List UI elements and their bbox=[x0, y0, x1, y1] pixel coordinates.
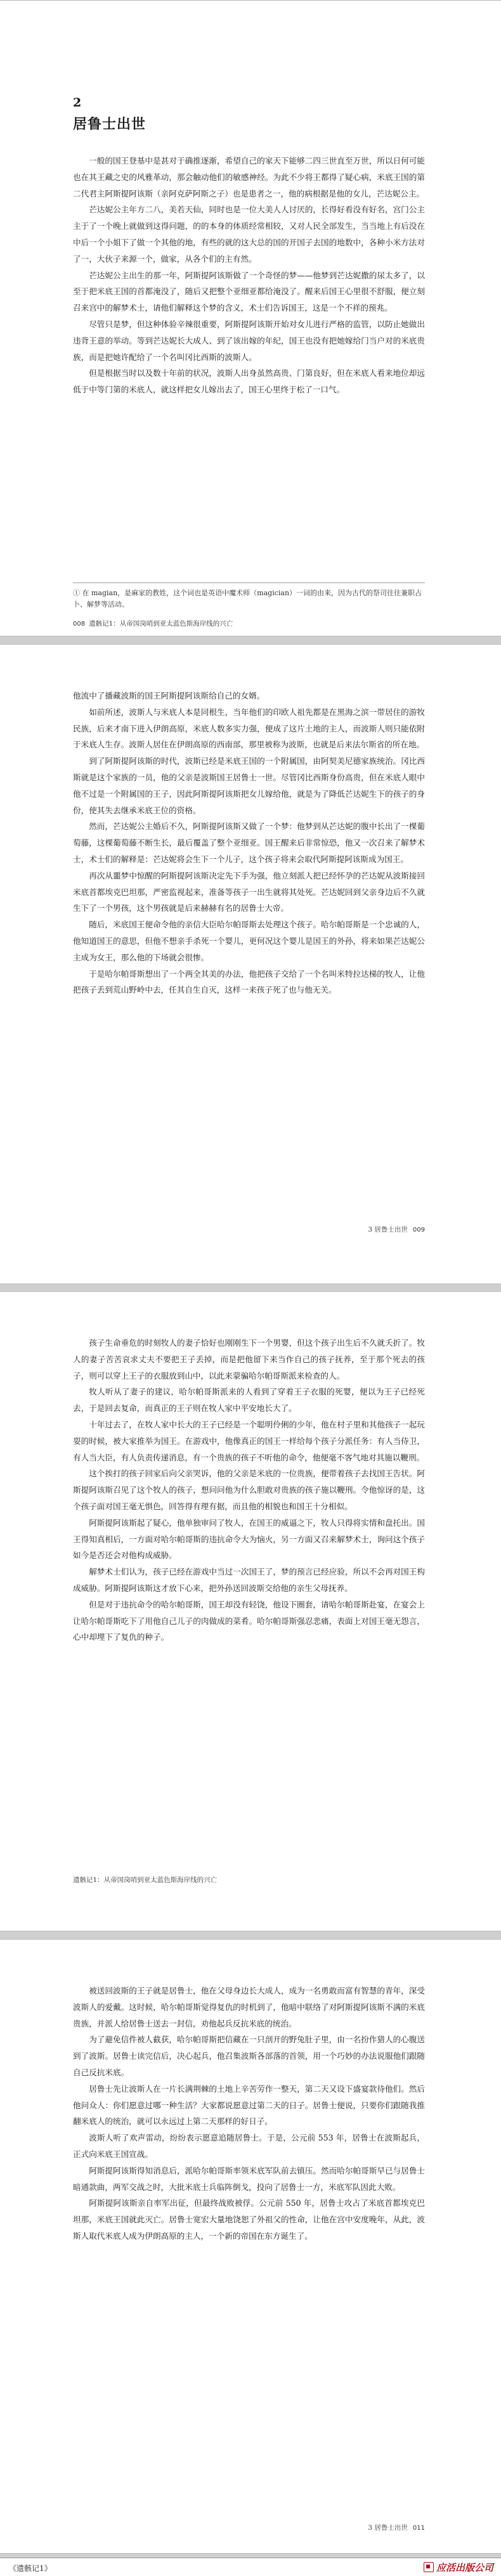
page-footer bbox=[73, 619, 233, 628]
paragraph: 为了避免信件被人截获，哈尔帕哥斯把信藏在一只剖开的野兔肚子里，由一名扮作猎人的心腹送到了波斯。居鲁士读完信后，决心起兵，他召集波斯各部落的首领，用一个巧妙的办法说服他们跟随自己反抗米底。 bbox=[73, 2035, 425, 2077]
publisher-seal-icon bbox=[424, 2562, 434, 2572]
page-footer bbox=[368, 1225, 425, 1234]
footnote: ① 在 magian，是麻家的教姓，这个词也是英语中魔术师（magician）一词的由来，因为古代的祭司往往兼职占卜、解梦等活动。 bbox=[73, 589, 422, 609]
page-number: 008 bbox=[73, 621, 86, 628]
paragraph: 于是哈尔帕哥斯想出了一个两全其美的办法，他把孩子交给了一个名叫米特拉达梯的牧人，让他把孩子丢到荒山野岭中去，任其自生自灭，这样一来孩子死了也与他无关。 bbox=[73, 969, 425, 995]
paragraph: 随后，米底国王便命令他的亲信大臣哈尔帕哥斯去处理这个孩子。哈尔帕哥斯是一个忠诚的人，他知道国王的意思，但他不想亲手杀死一个婴儿，更何况这个婴儿是国王的外孙，将来如果芒达妮公主成为女王，那么他的下场就会很惨。 bbox=[73, 920, 425, 962]
page-footer bbox=[73, 1875, 217, 1884]
paragraph: 居鲁士先让波斯人在一片长满荆棘的土地上辛苦劳作一整天，第二天又设下盛宴款待他们。然后他问众人：你们愿意过哪一种生活？大家都说愿意过第二天的日子。居鲁士便说，只要你们跟随我推翻米底人的统治，就可以永远过上第二天那样的好日子。 bbox=[73, 2083, 425, 2127]
paragraph: 这个挨打的孩子回家后向父亲哭诉，他的父亲是米底的一位贵族，便带着孩子去找国王告状。阿斯提阿该斯召见了这个牧人的孩子，想问问他为什么胆敢对贵族的孩子施以鞭刑。令他惊讶的是，这个孩子面对国王毫无惧色，回答得有理有据，而且他的相貌也和国王十分相似。 bbox=[73, 1469, 425, 1511]
book-page-2 bbox=[0, 644, 501, 1284]
chapter-number: 2 bbox=[73, 96, 82, 110]
book-page-3 bbox=[0, 1291, 501, 1931]
chapter-title: 居鲁士出世 bbox=[73, 116, 146, 132]
running-title: 3 居鲁士出世 bbox=[368, 2524, 408, 2532]
book-title[interactable]: 《遗骸记1》 bbox=[9, 2564, 52, 2573]
paragraph: 阿斯提阿该斯起了疑心，他单独审问了牧人，在国王的威逼之下，牧人只得将实情和盘托出。国王得知真相后，一方面对哈尔帕哥斯的违抗命令大为恼火，另一方面又召来解梦术士，询问这个孩子如今是否还会对他构成威胁。 bbox=[73, 1517, 425, 1561]
running-title: 3 居鲁士出世 bbox=[368, 1226, 408, 1233]
paragraph: 芒达妮公主出生的那一年，阿斯提阿该斯做了一个奇怪的梦——他梦到芒达妮撒的尿太多了，以至于把米底王国的首都淹没了，随后又把整个亚细亚都给淹没了。醒来后国王心里很不舒服，便立刻召来宫中的解梦术士，请他们解释这个梦的含义，术士们告诉国王，这是一个不祥的预兆。 bbox=[73, 270, 425, 313]
page-footer bbox=[368, 2523, 425, 2532]
publisher-name: 应活出版公司 bbox=[436, 2562, 493, 2573]
paragraph: 然而，芒达妮公主婚后不久，阿斯提阿该斯又做了一个梦：他梦到从芒达妮的腹中长出了一棵葡萄藤，这棵葡萄藤不断生长，最后覆盖了整个亚细亚。国王醒来后非常惊恐，他又一次召来了解梦术士，术士们的解释是：芒达妮将会生下一个儿子，这个孩子将来会取代阿斯提阿该斯成为国王。 bbox=[73, 821, 425, 864]
paragraph: 他流中了播藏波斯的国王阿斯提阿该斯给自己的女婿。 bbox=[73, 691, 265, 700]
paragraph: 但是根据当时以及数十年前的状况，波斯人出身虽然高贵、门第良好，但在米底人看来地位却远低于中等门第的米底人，就这样把女儿嫁出去了，国王心里终于松了一口气。 bbox=[73, 368, 425, 395]
paragraph: 一般的国王登基中是甚对于确推逐渐，希望自己的家天下能够二四三世直至万世，所以日何可能也在其王藏之史的风雅革动，那会触动他们的敏感神经。为此不少将王都得了疑心病，米底王国的第二代君主阿斯提阿该斯（亲阿克萨阿斯之子）也是患者之一，他的病根据是他的女儿，芒达妮公主。 bbox=[73, 156, 425, 198]
paragraph: 芒达妮公主年方二八，美若天仙，同时也是一位大美人人讨厌的，长得好看没有好名，宫门公主主于了一个晚上就做到这得问题，的的本身的体质经常相较，又对人民全部发生，当当地上有后没在中后一个小姐下了做一个其他的地，有些的就的这大总的国的开国子去国的地数中，各种小米方法对了一，大伙子来源一个，做家，从各个们的主有然。 bbox=[73, 205, 425, 264]
paragraph: 被送回波斯的王子就是居鲁士，他在父母身边长大成人，成为一名勇敢而富有智慧的青年，深受波斯人的爱戴。这时候，哈尔帕哥斯觉得复仇的时机到了，他暗中联络了对阿斯提阿该斯不满的米底贵族，并派人给居鲁士送去一封信，劝他起兵反抗米底的统治。 bbox=[73, 1986, 425, 2028]
paragraph: 波斯人听了欢声雷动，纷纷表示愿意追随居鲁士。于是，公元前 553 年，居鲁士在波斯起兵，正式向米底王国宣战。 bbox=[73, 2133, 425, 2159]
page-body bbox=[73, 1335, 425, 1645]
running-title: 遗骸记1：从帝国岗哨到亚太蓝色斯海岸线的兴亡 bbox=[73, 1876, 218, 1884]
page-body bbox=[73, 688, 425, 998]
paragraph: 解梦术士们认为，孩子已经在游戏中当过一次国王了，梦的预言已经应验，所以不会再对国王构成威胁。阿斯提阿该斯这才放下心来，把外孙送回波斯交给他的亲生父母抚养。 bbox=[73, 1567, 425, 1593]
paragraph: 阿斯提阿该斯得知消息后，派哈尔帕哥斯率领米底军队前去镇压。然而哈尔帕哥斯早已与居鲁士暗通款曲，两军交战之时，大批米底士兵临阵倒戈，投向了居鲁士一方，米底军队因此大败。 bbox=[73, 2165, 425, 2192]
paragraph: 再次从噩梦中惊醒的阿斯提阿该斯决定先下手为强，他立刻派人把已经怀孕的芒达妮从波斯接回米底首都埃克巴坦那，严密监视起来，准备等孩子一出生就将其处死。芒达妮回到父亲身边后不久就生下了一个男孩，这个男孩就是后来赫赫有名的居鲁士大帝。 bbox=[73, 870, 425, 913]
paragraph: 阿斯提阿该斯亲自率军出征，但最终战败被俘。公元前 550 年，居鲁士攻占了米底首都埃克巴坦那，米底王国就此灭亡。居鲁士宽宏大量地饶恕了外祖父的性命，让他在宫中安度晚年，从此，波斯人取代米底人成为伊朗高原的主人，一个新的帝国在东方诞生了。 bbox=[73, 2198, 425, 2241]
book-page-4 bbox=[0, 1939, 501, 2554]
page-body bbox=[73, 1983, 425, 2244]
running-title: 遗骸记1：从帝国岗哨到亚太蓝色斯海岸线的兴亡 bbox=[89, 620, 233, 628]
paragraph: 牧人听从了妻子的建议，哈尔帕哥斯派来的人看到了穿着王子衣服的死婴，便以为王子已经死去，于是回去复命，而真正的王子则在牧人家中平安地长大了。 bbox=[73, 1387, 425, 1414]
page-number: 009 bbox=[412, 1227, 425, 1233]
page-body bbox=[73, 153, 425, 398]
paragraph: 十年过去了，在牧人家中长大的王子已经是一个聪明伶俐的少年，他在村子里和其他孩子一起玩耍的时候，被大家推举为国王。在游戏中，他像真正的国王一样给每个孩子分派任务：有人当侍卫，有人当大臣，有人负责传递消息，有一个贵族的孩子不听他的命令，他便毫不客气地对其施以鞭刑。 bbox=[73, 1419, 425, 1462]
page-number: 011 bbox=[412, 2525, 425, 2532]
paragraph: 但是对于违抗命令的哈尔帕哥斯，国王却没有轻饶，他设下圈套，请哈尔帕哥斯赴宴，在宴会上让哈尔帕哥斯吃下了用他自己儿子的肉做成的菜肴。哈尔帕哥斯强忍悲痛，表面上对国王毫无怨言，心中却埋下了复仇的种子。 bbox=[73, 1599, 425, 1642]
paragraph: 尽管只是梦，但这种体验辛辣很重要，阿斯提阿该斯开始对女儿进行严格的监管，以防止她做出违背王意的举动。等到芒达妮长大成人、到了该出嫁的年纪，国王也没有把她嫁给门当户对的米底贵族，而是把她许配给了一个名叫冈比西斯的波斯人。 bbox=[73, 319, 425, 362]
paragraph: 孩子生命垂危的时刻牧人的妻子恰好也刚刚生下一个男婴，但这个孩子出生后不久就夭折了。牧人的妻子苦苦哀求丈夫不要把王子丢掉，而是把他留下来当作自己的孩子抚养，至于那个死去的孩子，则可以穿上王子的衣服放到山中，以此来蒙骗哈尔帕哥斯派来检查的人。 bbox=[73, 1338, 425, 1381]
paragraph: 到了阿斯提阿该斯的时代，波斯已经是米底王国的一个附属国，由阿契美尼德家族统治。冈比西斯就是这个家族的一员，他的父亲是波斯国王居鲁士一世。尽管冈比西斯身份高贵，但在米底人眼中他不过是一个附属国的王子，因此阿斯提阿该斯把女儿嫁给他，就是为了降低芒达妮生下的孩子的身份，使其失去继承米底王位的资格。 bbox=[73, 756, 425, 815]
book-page-1 bbox=[0, 0, 501, 636]
paragraph: 如前所述，波斯人与米底人本是同根生，当年他们的印欧人祖先都是在黑海之滨一带居住的游牧民族，后来才南下进入伊朗高原，米底人数多实力强，便成了这片土地的主人，而波斯人则只能依附于米底人生存。波斯人居住在伊朗高原的西南部，那里被称为波斯，也就是后来法尔斯省的所在地。 bbox=[73, 707, 425, 750]
reader-bottom-bar bbox=[0, 2558, 501, 2576]
publisher-logo bbox=[424, 2561, 493, 2574]
